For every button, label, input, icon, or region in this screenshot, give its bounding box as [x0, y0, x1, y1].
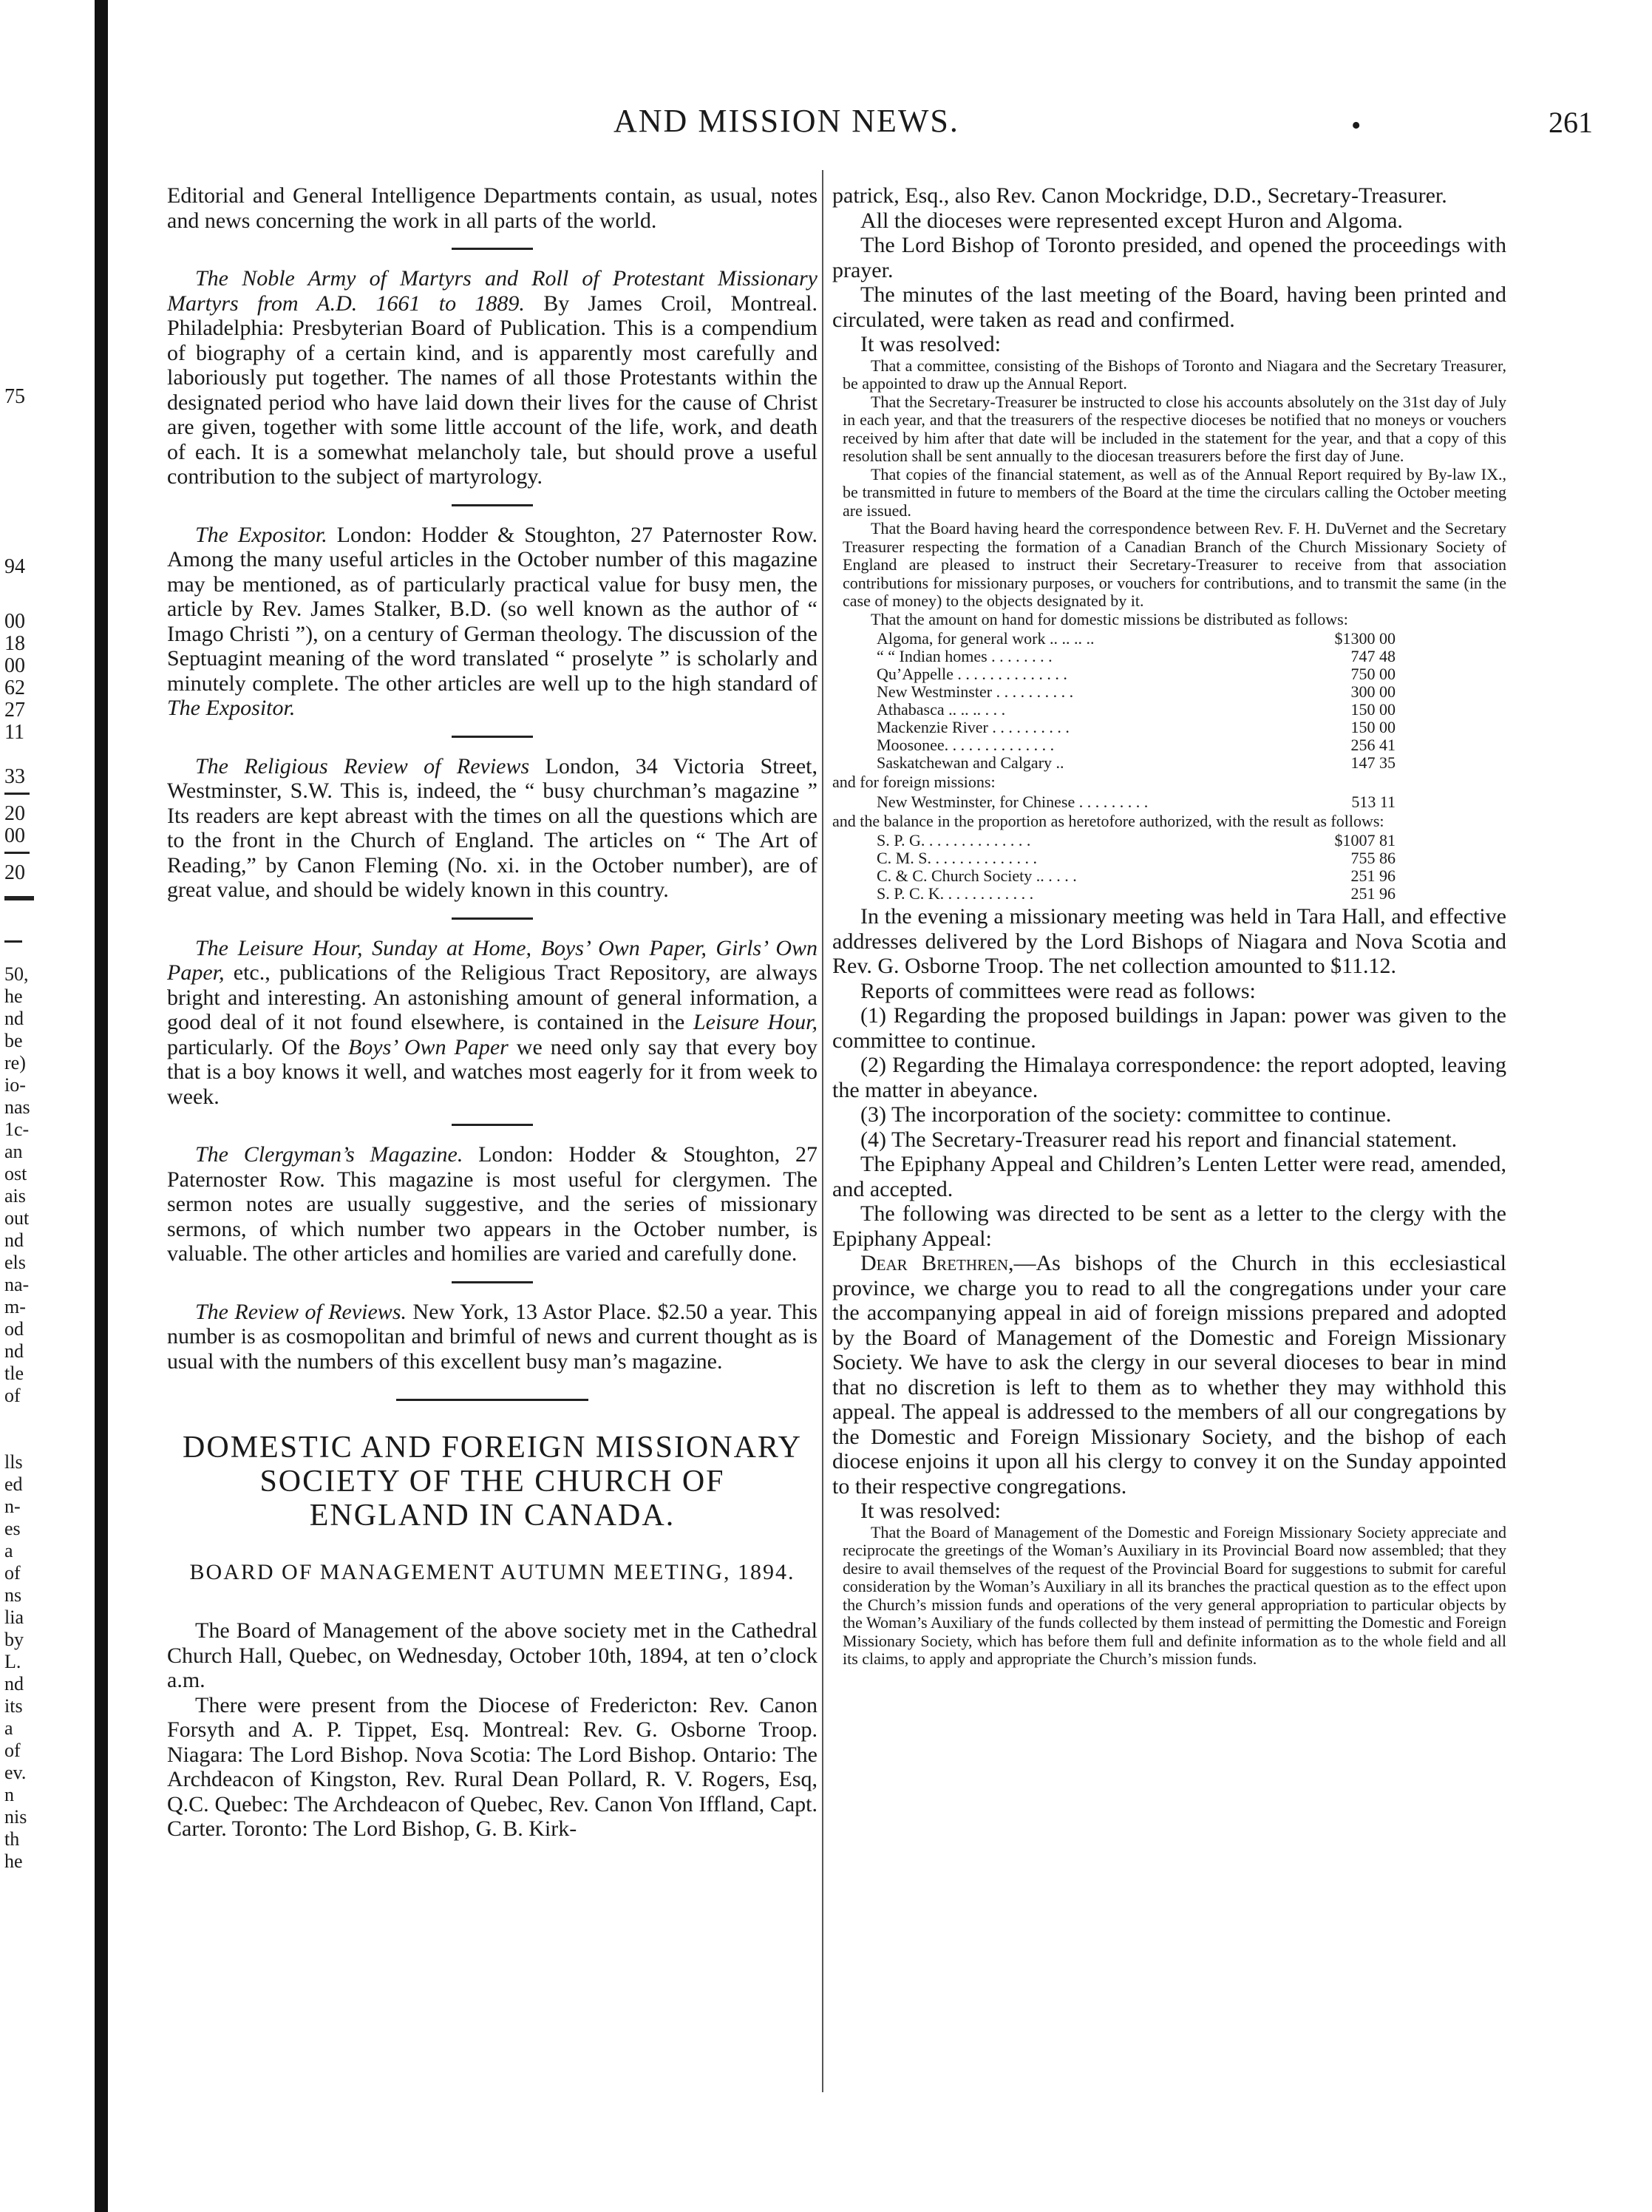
amount-value: 755 86	[1350, 849, 1396, 867]
margin-note: 62	[4, 676, 25, 699]
left-column	[167, 183, 817, 1842]
margin-note: ev.	[4, 1762, 27, 1783]
meeting-paragraph: The Board of Management of the above society met in the Cathedral Church Hall, Quebec, on Wednesday, October 10th, 1894, at ten o’clock a.m.	[167, 1618, 817, 1692]
book-title: The Leisure Hour, Sunday at Home, Boys’ Own Paper, Girls’ Own Paper,	[167, 935, 817, 985]
section-rule	[452, 736, 533, 738]
margin-note: m-	[4, 1296, 26, 1317]
margin-note: els	[4, 1252, 26, 1273]
amount-label: New Westminster . . . . . . . . . .	[877, 682, 1074, 701]
amount-value: 251 96	[1350, 866, 1396, 885]
margin-note: es	[4, 1518, 21, 1539]
review-paragraph	[167, 1142, 817, 1266]
amount-label: New Westminster, for Chinese . . . . . . . . .	[877, 792, 1149, 811]
amount-row	[832, 665, 1506, 683]
amount-value: 300 00	[1350, 682, 1396, 701]
margin-note: 75	[4, 385, 25, 408]
margin-note: nd	[4, 1229, 24, 1251]
amount-row	[832, 719, 1506, 736]
amount-row	[832, 867, 1506, 885]
section-rule	[452, 504, 533, 506]
section-rule	[452, 1124, 533, 1126]
margin-note: ed	[4, 1473, 23, 1495]
margin-note: he	[4, 1850, 23, 1872]
paragraph: (4) The Secretary-Treasurer read his report and financial statement.	[860, 1127, 1458, 1152]
amount-label: Moosonee. . . . . . . . . . . . . .	[877, 736, 1055, 754]
header-dot: •	[1351, 110, 1362, 141]
margin-note: 1c-	[4, 1119, 30, 1140]
amount-label: Saskatchewan and Calgary ..	[877, 753, 1064, 772]
margin-note: 00	[4, 654, 25, 677]
amount-value: 750 00	[1350, 665, 1396, 683]
margin-rule	[4, 940, 22, 943]
book-title: Boys’ Own Paper	[347, 1034, 509, 1059]
section-rule	[452, 248, 533, 250]
book-title: The Expositor.	[167, 696, 296, 720]
resolution: That copies of the financial statement, as well as of the Annual Report required by By-law IX., be transmitted in future to members of the Board at the time the circulars calling the October meeting are issued.	[843, 464, 1506, 520]
margin-note: a	[4, 1717, 13, 1739]
margin-note: of	[4, 1740, 21, 1761]
margin-note: 50,	[4, 963, 29, 985]
amount-value: $1007 81	[1334, 831, 1396, 849]
column-divider	[822, 170, 823, 2092]
margin-note: of	[4, 1562, 21, 1584]
foreign-amounts	[832, 793, 1506, 811]
resolution: That a committee, consisting of the Bishops of Toronto and Niagara and the Secretary Treasurer, be appointed to draw up the Annual Report.	[843, 356, 1506, 393]
paragraph: It was resolved:	[860, 1499, 1001, 1523]
amount-row	[832, 648, 1506, 665]
amount-row	[832, 683, 1506, 701]
letter-body: —As bishops of the Church in this ecclesiastical province, we charge you to read to all the congregations under your care the accompanying appeal in aid of foreign missions prepared and adopted by the Board of Management of the Domestic and Foreign Missionary Society. We have to ask the clergy in our several dioceses to bear in mind that no discretion is left to them as to whether they may withhold this appeal. The appeal is addressed to the members of all our congregations by the Domestic and Foreign Missionary Society, and the bishop of each diocese enjoins it upon all his clergy to convey it on the Sunday appointed to their respective congregations.	[832, 1251, 1506, 1499]
amount-label: S. P. G. . . . . . . . . . . . . .	[877, 831, 1031, 849]
paragraph: The minutes of the last meeting of the Board, having been printed and circulated, were taken as read and confirmed.	[832, 282, 1506, 332]
margin-note: nis	[4, 1806, 27, 1828]
balance-amounts	[832, 832, 1506, 903]
attendees-paragraph: There were present from the Diocese of Fredericton: Rev. Canon Forsyth and A. P. Tippet, Esq. Montreal: Rev. G. Osborne Troop. Niagara: The Lord Bishop. Nova Scotia: The Lord Bishop. Ontario: The Archdeacon of Kingston, Rev. Rural Dean Pollard, R. V. Rogers, Esq, Q.C. Quebec: The Archdeacon of Quebec, Rev. Canon Von Iffland, Capt. Carter. Toronto: The Lord Bishop, G. B. Kirk-	[167, 1692, 817, 1841]
margin-note: lia	[4, 1607, 24, 1628]
review-text: By James Croil, Montreal. Philadelphia: Presbyterian Board of Publication. This is a compendium of biography of a certain kind, and is apparently most carefully and laboriously put together. The names of all those Protestants within the designated period who have laid down their lives for the cause of Christ are given, together with some little account of the life, work, and death of each. It is a somewhat melancholy tale, but should prove a useful contribution to the subject of martyrology.	[167, 291, 818, 489]
intro-paragraph: Editorial and General Intelligence Departments contain, as usual, notes and news concerning the work in all parts of the world.	[167, 183, 817, 233]
margin-note: an	[4, 1141, 23, 1162]
paragraph: It was resolved:	[860, 332, 1001, 356]
margin-note: nd	[4, 1673, 24, 1694]
margin-note: nd	[4, 1340, 24, 1362]
book-title: The Review of Reviews.	[195, 1299, 407, 1324]
margin-note: 94	[4, 555, 25, 578]
paragraph: (3) The incorporation of the society: committee to continue.	[860, 1102, 1392, 1127]
amount-label: C. & C. Church Society .. . . . .	[877, 866, 1077, 885]
margin-rule	[4, 896, 34, 900]
margin-note: re)	[4, 1052, 26, 1073]
amount-label: Qu’Appelle . . . . . . . . . . . . . .	[877, 665, 1067, 683]
running-header: AND MISSION NEWS.	[613, 103, 959, 139]
amount-value: 251 96	[1350, 884, 1396, 903]
paragraph: (1) Regarding the proposed buildings in Japan: power was given to the committee to continue.	[832, 1003, 1506, 1053]
amount-value: 513 11	[1351, 792, 1396, 811]
margin-note: L.	[4, 1651, 21, 1672]
amount-label: C. M. S. . . . . . . . . . . . . .	[877, 849, 1037, 867]
paragraph: All the dioceses were represented except Huron and Algoma.	[860, 208, 1403, 233]
margin-note: od	[4, 1318, 24, 1340]
amount-value: 147 35	[1350, 753, 1396, 772]
book-title: The Clergyman’s Magazine.	[195, 1142, 463, 1167]
review-paragraph	[167, 754, 817, 903]
resolution: That the Board having heard the correspondence between Rev. F. H. DuVernet and the Secretary Treasurer respecting the formation of a Canadian Branch of the Church Missionary Society of England are pleased to instruct their Secretary-Treasurer to receive from that association contributions for missionary purposes, or vouchers for contributions, and to transmit the same (in the case of money) to the objects designated by it.	[843, 519, 1506, 610]
margin-note: 00	[4, 610, 25, 633]
amount-row	[832, 736, 1506, 754]
amount-label: “ “ Indian homes . . . . . . . .	[877, 647, 1053, 665]
margin-rule	[4, 793, 30, 795]
section-rule	[452, 917, 533, 920]
amount-row	[832, 793, 1506, 811]
margin-note: n	[4, 1784, 14, 1805]
book-title: Leisure Hour,	[693, 1010, 817, 1034]
book-title: The Noble Army of Martyrs and Roll of Protestant Missionary Martyrs from A.D. 1661 to 1889.	[167, 266, 817, 316]
margin-note: of	[4, 1385, 21, 1406]
paragraph: (2) Regarding the Himalaya correspondence: the report adopted, leaving the matter in abeyance.	[832, 1053, 1506, 1102]
book-title: The Religious Review of Reviews	[195, 753, 530, 778]
domestic-amounts	[832, 630, 1506, 772]
review-paragraph	[167, 266, 817, 489]
margin-rule	[4, 852, 30, 854]
binding-edge	[95, 0, 108, 2212]
amount-label: Athabasca .. .. .. . . .	[877, 700, 1006, 719]
amount-value: 747 48	[1350, 647, 1396, 665]
margin-note: 11	[4, 721, 24, 744]
book-title: The Expositor.	[195, 522, 327, 547]
review-text: etc., publications of the Religious Tract Repository, are always bright and interesting. An astonishing amount of general information, a good deal of it not found elsewhere, is contained in the	[167, 960, 817, 1034]
margin-note: a	[4, 1540, 13, 1561]
margin-note: nas	[4, 1096, 30, 1118]
paragraph: The Epiphany Appeal and Children’s Lenten Letter were read, amended, and accepted.	[832, 1152, 1506, 1201]
margin-note: 33	[4, 765, 25, 788]
margin-note: n-	[4, 1496, 21, 1517]
paragraph: Reports of committees were read as follows:	[860, 978, 1256, 1003]
amount-value: $1300 00	[1334, 629, 1396, 648]
amount-row	[832, 832, 1506, 849]
resolution: That the Board of Management of the Domestic and Foreign Missionary Society appreciate and reciprocate the greetings of the Woman’s Auxiliary in its Provincial Board now assembled; that they desire to avail themselves of the request of the Provincial Board for suggestions to submit for careful consideration by the Woman’s Auxiliary in all its branches the practical question as to the effect upon the Church’s mission funds and operations of the very general appropriation to particular objects by the Woman’s Auxiliary of the funds collected by them instead of permitting the Domestic and Foreign Missionary Society, which has before them full and definite information as to the whole field and all its claims, to apply and appropriate the Church’s mission funds.	[843, 1522, 1506, 1668]
review-paragraph	[167, 523, 817, 721]
amount-label: S. P. C. K. . . . . . . . . . . .	[877, 884, 1034, 903]
letter-salutation: Dear Brethren,	[860, 1251, 1014, 1275]
paragraph: The Lord Bishop of Toronto presided, and opened the proceedings with prayer.	[832, 233, 1506, 282]
margin-note: nd	[4, 1008, 24, 1029]
amount-label: Mackenzie River . . . . . . . . . .	[877, 718, 1070, 736]
margin-note: by	[4, 1629, 24, 1650]
margin-note: io-	[4, 1074, 26, 1096]
paragraph: In the evening a missionary meeting was held in Tara Hall, and effective addresses delivered by the Lord Bishops of Niagara and Nova Scotia and Rev. G. Osborne Troop. The net collection amounted to $11.12.	[832, 904, 1506, 978]
right-column	[832, 183, 1506, 1669]
margin-note: ais	[4, 1185, 26, 1207]
margin-note: tle	[4, 1363, 24, 1384]
section-rule	[452, 1281, 533, 1283]
page-number: 261	[1549, 106, 1593, 139]
margin-note: lls	[4, 1451, 23, 1473]
margin-note: th	[4, 1828, 20, 1850]
paragraph: The following was directed to be sent as a letter to the clergy with the Epiphany Appeal:	[832, 1201, 1506, 1251]
margin-note: ns	[4, 1584, 22, 1606]
section-title: DOMESTIC AND FOREIGN MISSIONARY SOCIETY OF THE CHURCH OF ENGLAND IN CANADA.	[183, 1431, 802, 1533]
margin-note: 20	[4, 861, 25, 884]
letter-paragraph	[832, 1251, 1506, 1499]
amount-row	[832, 701, 1506, 719]
amount-value: 150 00	[1350, 700, 1396, 719]
review-paragraph	[167, 936, 817, 1110]
amount-row	[832, 849, 1506, 867]
section-subtitle: BOARD OF MANAGEMENT AUTUMN MEETING, 1894.	[189, 1560, 795, 1584]
review-text: London: Hodder & Stoughton, 27 Paternoster Row. This magazine is most useful for clergymen. The sermon notes are usually suggestive, and the series of missionary sermons, of which number two appears in the October number, is valuable. The other articles and homilies are varied and carefully done.	[167, 1142, 817, 1266]
margin-note: 27	[4, 699, 25, 722]
review-text: London, 34 Victoria Street, Westminster, S.W. This is, indeed, the “ busy churchman’s magazine ” Its readers are kept abreast with the times on all the questions which are to the front in the Church of England. The articles on “ The Art of Reading,” by Canon Fleming (No. xi. in the October number), are of great value, and should be widely known in this country.	[167, 753, 817, 902]
section-rule	[396, 1399, 588, 1401]
margin-note: be	[4, 1030, 23, 1051]
margin-notes	[0, 0, 89, 2212]
amount-label: Algoma, for general work .. .. .. ..	[877, 629, 1095, 648]
review-text: London: Hodder & Stoughton, 27 Paternoster Row. Among the many useful articles in the October number of this magazine may be mentioned, as of particularly practical value for busy men, the article by Rev. James Stalker, B.D. (so well known as the author of “ Imago Christi ”), on a century of German theology. The discussion of the Septuagint meaning of the word translated “ proselyte ” is scholarly and minutely complete. The other articles are well up to the high standard of	[167, 522, 817, 696]
review-text: particularly. Of the	[167, 1034, 348, 1059]
foreign-intro: and for foreign missions:	[832, 773, 996, 791]
amount-value: 150 00	[1350, 718, 1396, 736]
margin-note: na-	[4, 1274, 30, 1295]
review-text: we need only say that every boy that is a boy knows it well, and watches most eagerly for it from week to week.	[167, 1034, 818, 1109]
amount-row	[832, 754, 1506, 772]
margin-note: its	[4, 1695, 23, 1717]
margin-note: ost	[4, 1163, 27, 1184]
resolution: That the amount on hand for domestic missions be distributed as follows:	[871, 609, 1348, 628]
margin-note: 20	[4, 802, 25, 825]
resolution: That the Secretary-Treasurer be instructed to close his accounts absolutely on the 31st day of July in each year, and that the treasurers of the respective dioceses be notified that no moneys or vouchers received by him after that date will be included in the statement for the year, and that a copy of this resolution shall be sent annually to the diocesan treasurers before the first day of June.	[843, 392, 1506, 465]
review-text: New York, 13 Astor Place. $2.50 a year. This number is as cosmopolitan and brimful of news and current thought as is usual with the numbers of this excellent busy man’s magazine.	[167, 1299, 817, 1374]
margin-note: 18	[4, 632, 25, 655]
balance-intro: and the balance in the proportion as heretofore authorized, with the result as follows:	[832, 811, 1384, 830]
margin-note: out	[4, 1207, 30, 1229]
amount-row	[832, 630, 1506, 648]
paragraph: patrick, Esq., also Rev. Canon Mockridge, D.D., Secretary-Treasurer.	[832, 183, 1447, 208]
review-paragraph	[167, 1300, 817, 1374]
amount-row	[832, 885, 1506, 903]
margin-note: he	[4, 985, 23, 1007]
amount-value: 256 41	[1350, 736, 1396, 754]
margin-note: 00	[4, 824, 25, 847]
